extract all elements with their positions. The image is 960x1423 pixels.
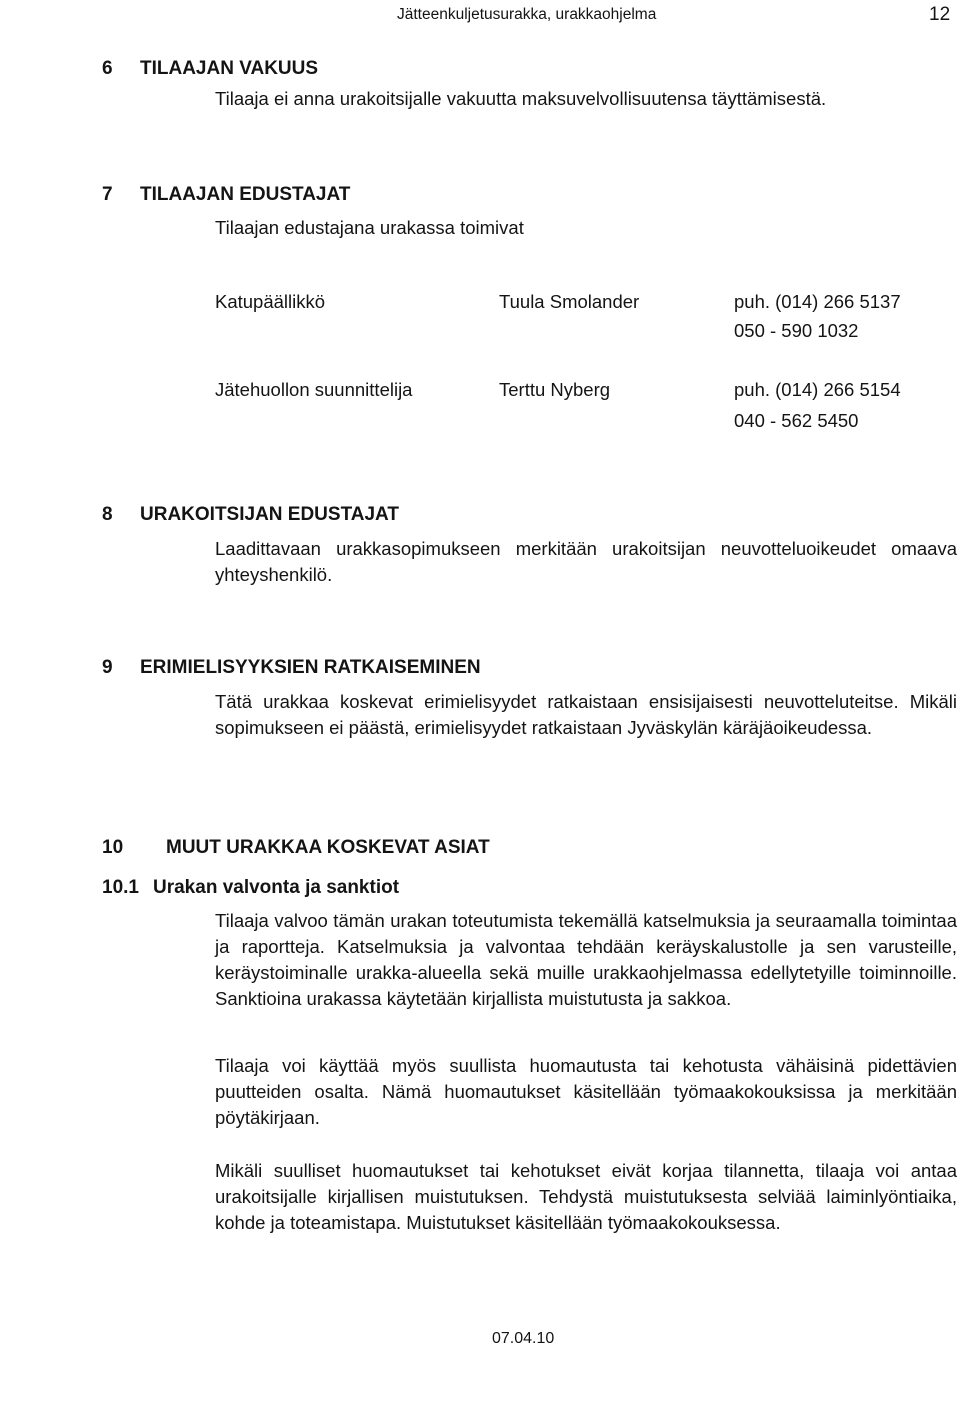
footer-date: 07.04.10 <box>492 1330 555 1347</box>
contact-name: Tuula Smolander <box>499 291 640 312</box>
section-9-number: 9 <box>102 657 113 678</box>
section-6-title: TILAAJAN VAKUUS <box>140 58 319 79</box>
section-10-title: MUUT URAKKAA KOSKEVAT ASIAT <box>166 837 490 858</box>
section-10-number: 10 <box>102 837 124 858</box>
subsection-10-1-number: 10.1 <box>102 877 139 898</box>
section-7-number: 7 <box>102 184 113 205</box>
section-6-text: Tilaaja ei anna urakoitsijalle vakuutta maksuvelvollisuutensa täyttämisestä. <box>215 88 827 109</box>
section-6-number: 6 <box>102 58 113 79</box>
contact-name: Terttu Nyberg <box>499 379 611 400</box>
contact-mobile: 040 - 562 5450 <box>734 410 859 431</box>
section-8-title: URAKOITSIJAN EDUSTAJAT <box>140 504 399 525</box>
contact-role: Katupäällikkö <box>215 291 326 312</box>
paragraph: Tilaaja voi käyttää myös suullista huomautusta tai kehotusta vähäisinä pidettävien puutteiden osalta. Nämä huomautukset käsitellään työmaakokouksissa ja merkitään pöytäkirjaan. <box>215 1055 957 1128</box>
document-header-title: Jätteenkuljetusurakka, urakkaohjelma <box>397 6 657 23</box>
contact-mobile: 050 - 590 1032 <box>734 320 859 341</box>
contact-phone: puh. (014) 266 5137 <box>734 291 901 312</box>
section-8-text: Laadittavaan urakkasopimukseen merkitään urakoitsijan neuvotteluoikeudet omaava yhteyshenkilö. <box>215 538 957 585</box>
section-9-title: ERIMIELISYYKSIEN RATKAISEMINEN <box>140 657 481 678</box>
section-7-title: TILAAJAN EDUSTAJAT <box>140 184 351 205</box>
page-number: 12 <box>929 4 951 25</box>
contact-role: Jätehuollon suunnittelija <box>215 379 413 400</box>
paragraph: Mikäli suulliset huomautukset tai kehotukset eivät korjaa tilannetta, tilaaja voi antaa urakoitsijalle kirjallisen muistutuksen. Tehdystä muistutuksesta selviää laiminlyöntiaika, kohde ja toteamistapa. Muistutukset käsitellään työmaakokouksessa. <box>215 1160 957 1233</box>
section-7-intro: Tilaajan edustajana urakassa toimivat <box>215 217 524 238</box>
section-8-number: 8 <box>102 504 113 525</box>
paragraph: Tilaaja valvoo tämän urakan toteutumista tekemällä katselmuksia ja seuraamalla toimintaa ja raportteja. Katselmuksia ja valvontaa tehdään keräyskalustolle ja sen varusteille, keräystoiminalle urakka-alueella sekä muille urakkaohjelmassa edellytetyille toiminnoille. Sanktioina urakassa käytetään kirjallista muistutusta ja sakkoa. <box>215 910 957 1009</box>
contact-phone: puh. (014) 266 5154 <box>734 379 901 400</box>
section-9-text: Tätä urakkaa koskevat erimielisyydet ratkaistaan ensisijaisesti neuvotteluteitse. Mikäli sopimukseen ei päästä, erimielisyydet ratkaistaan Jyväskylän käräjäoikeudessa. <box>215 691 957 738</box>
subsection-10-1-title: Urakan valvonta ja sanktiot <box>153 877 400 898</box>
